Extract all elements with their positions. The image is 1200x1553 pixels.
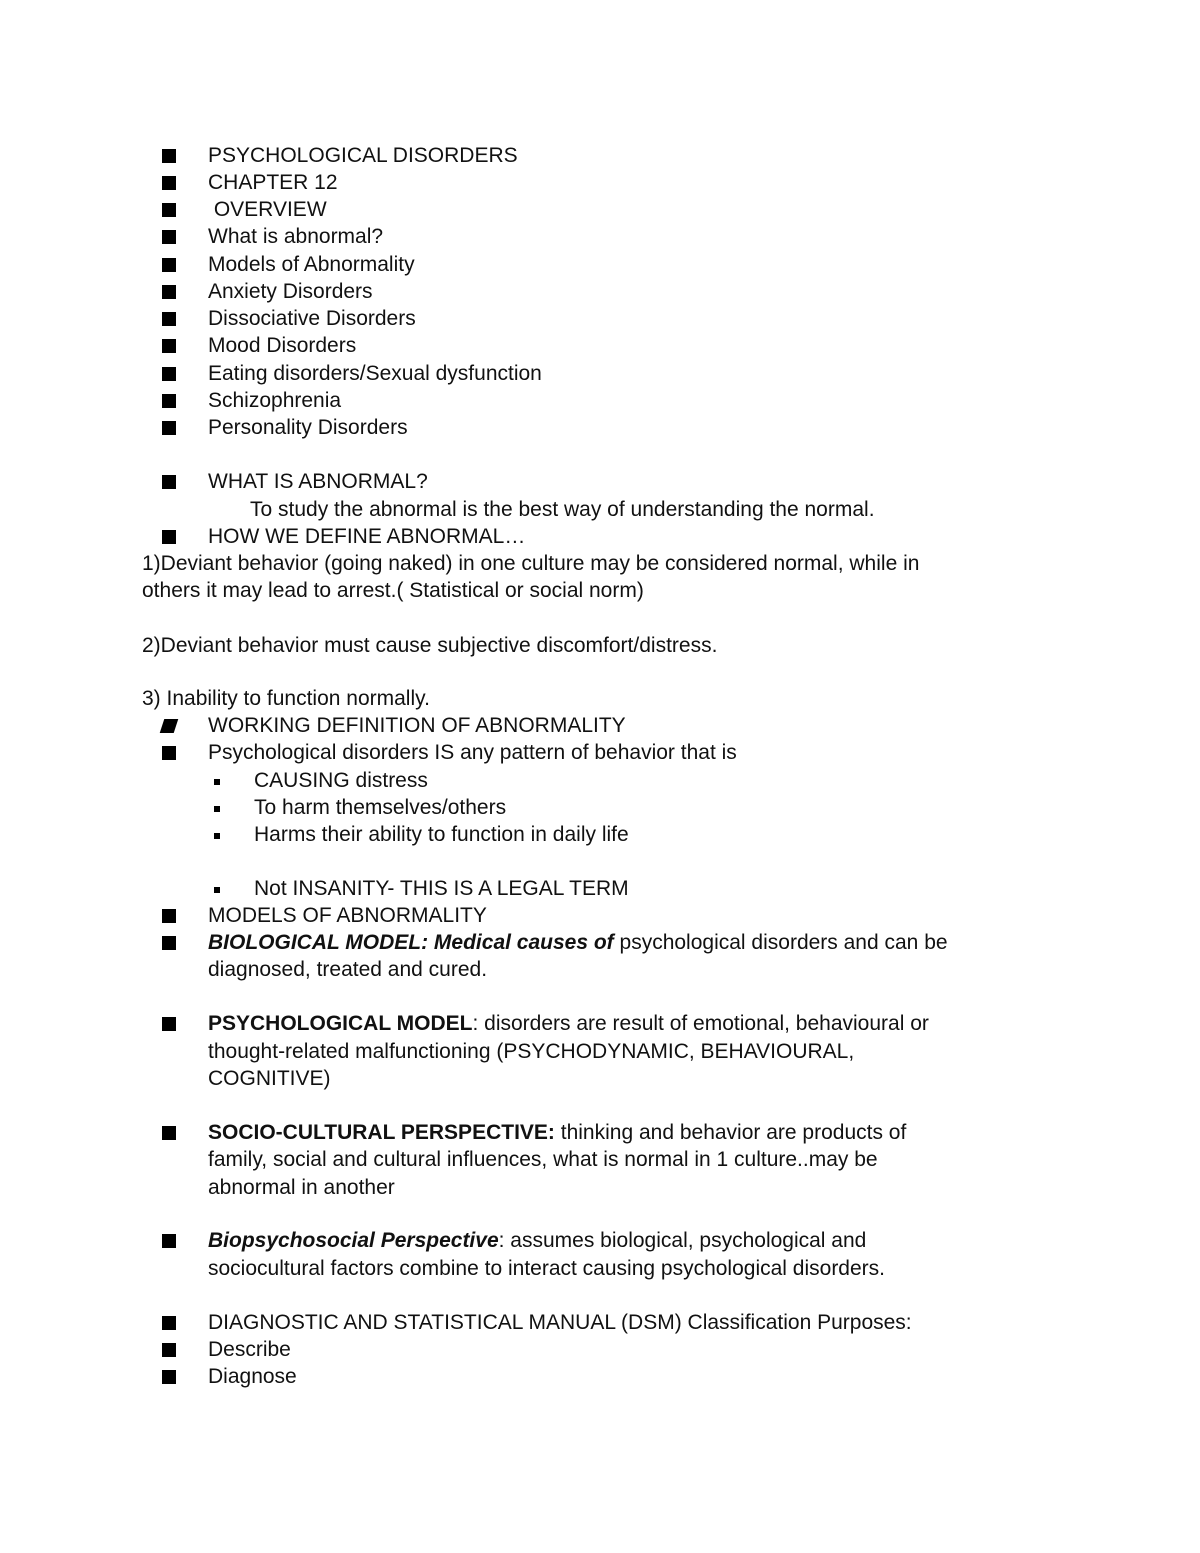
topic-text: Mood Disorders [208,334,357,357]
square-bullet-icon [162,936,176,950]
model-description: sociocultural factors combine to interact causing psychological disorders. [208,1257,885,1280]
square-bullet-icon [162,1343,176,1357]
outline-item [0,197,1200,224]
model-item [0,1228,1200,1255]
square-bullet-icon [162,203,176,217]
model-label: BIOLOGICAL MODEL: Medical causes of [208,931,614,954]
section-heading-row [0,469,1200,496]
model-item [0,1011,1200,1038]
square-bullet-icon [162,530,176,544]
outline-item [0,740,1200,767]
section-heading-row [0,903,1200,930]
paragraph-line: 1)Deviant behavior (going naked) in one culture may be considered normal, while in [142,552,920,575]
square-bullet-icon [162,421,176,435]
square-bullet-icon [162,230,176,244]
quote-text: To study the abnormal is the best way of understanding the normal. [250,498,875,521]
outline-topic [0,279,1200,306]
model-description: diagnosed, treated and cured. [208,958,488,981]
square-bullet-icon [162,176,176,190]
topic-text: Models of Abnormality [208,253,415,276]
model-description: psychological disorders and can be [613,931,948,954]
square-bullet-icon [162,1316,176,1330]
square-bullet-icon [162,1234,176,1248]
section-heading: WORKING DEFINITION OF ABNORMALITY [208,714,626,737]
model-description: : disorders are result of emotional, behavioural or [472,1012,929,1035]
criteria-text: CAUSING distress [254,769,428,792]
paragraph-line: others it may lead to arrest.( Statistical or social norm) [142,579,644,602]
outline-item [0,170,1200,197]
outline-topic [0,388,1200,415]
criteria-text: Not INSANITY- THIS IS A LEGAL TERM [254,877,629,900]
model-label: PSYCHOLOGICAL MODEL [208,1012,473,1035]
square-bullet-icon [162,1126,176,1140]
model-description: COGNITIVE) [208,1067,331,1090]
square-bullet-icon [162,1017,176,1031]
square-bullet-icon [162,746,176,760]
square-bullet-icon [162,285,176,299]
dsm-purpose [0,1337,1200,1364]
section-heading: MODELS OF ABNORMALITY [208,904,487,927]
section-heading-row [0,1310,1200,1337]
purpose-text: Describe [208,1338,291,1361]
criteria-item [0,822,1200,849]
small-square-bullet-icon [214,806,220,812]
topic-text: Dissociative Disorders [208,307,416,330]
outline-topic [0,224,1200,251]
section-heading-row [0,713,1200,740]
square-bullet-icon [162,312,176,326]
purpose-text: Diagnose [208,1365,297,1388]
topic-text: Anxiety Disorders [208,280,373,303]
overview-label: OVERVIEW [208,198,327,221]
model-description: thought-related malfunctioning (PSYCHODYNAMIC, BEHAVIOURAL, [208,1040,855,1063]
section-heading: WHAT IS ABNORMAL? [208,470,428,493]
chapter-label: CHAPTER 12 [208,171,338,194]
square-bullet-icon [160,719,179,733]
paragraph-line: 3) Inability to function normally. [142,687,430,710]
small-square-bullet-icon [214,833,220,839]
square-bullet-icon [162,149,176,163]
model-description: : assumes biological, psychological and [498,1229,867,1252]
criteria-item [0,768,1200,795]
outline-topic [0,333,1200,360]
outline-topic [0,252,1200,279]
model-description: family, social and cultural influences, what is normal in 1 culture..may be [208,1148,878,1171]
outline-topic [0,415,1200,442]
small-square-bullet-icon [214,887,220,893]
outline-topic [0,306,1200,333]
topic-text: What is abnormal? [208,225,384,248]
topic-text: Personality Disorders [208,416,408,439]
paragraph-line: 2)Deviant behavior must cause subjective discomfort/distress. [142,634,718,657]
square-bullet-icon [162,258,176,272]
small-square-bullet-icon [214,779,220,785]
square-bullet-icon [162,394,176,408]
square-bullet-icon [162,367,176,381]
square-bullet-icon [162,339,176,353]
section-heading: DIAGNOSTIC AND STATISTICAL MANUAL (DSM) Classification Purposes: [208,1311,912,1334]
square-bullet-icon [162,475,176,489]
model-item [0,930,1200,957]
section-heading-row [0,524,1200,551]
square-bullet-icon [162,1370,176,1384]
model-description: thinking and behavior are products of [554,1121,907,1144]
model-description: abnormal in another [208,1176,395,1199]
dsm-purpose [0,1364,1200,1391]
square-bullet-icon [162,909,176,923]
criteria-text: Harms their ability to function in daily life [254,823,629,846]
section-heading: HOW WE DEFINE ABNORMAL… [208,525,526,548]
definition-intro: Psychological disorders IS any pattern of behavior that is [208,741,737,764]
criteria-item [0,795,1200,822]
model-label: SOCIO-CULTURAL PERSPECTIVE: [208,1121,555,1144]
outline-item [0,143,1200,170]
document-title: PSYCHOLOGICAL DISORDERS [208,144,518,167]
outline-topic [0,361,1200,388]
topic-text: Eating disorders/Sexual dysfunction [208,362,542,385]
topic-text: Schizophrenia [208,389,342,412]
criteria-item [0,876,1200,903]
model-label: Biopsychosocial Perspective [208,1229,499,1252]
model-item [0,1120,1200,1147]
criteria-text: To harm themselves/others [254,796,507,819]
